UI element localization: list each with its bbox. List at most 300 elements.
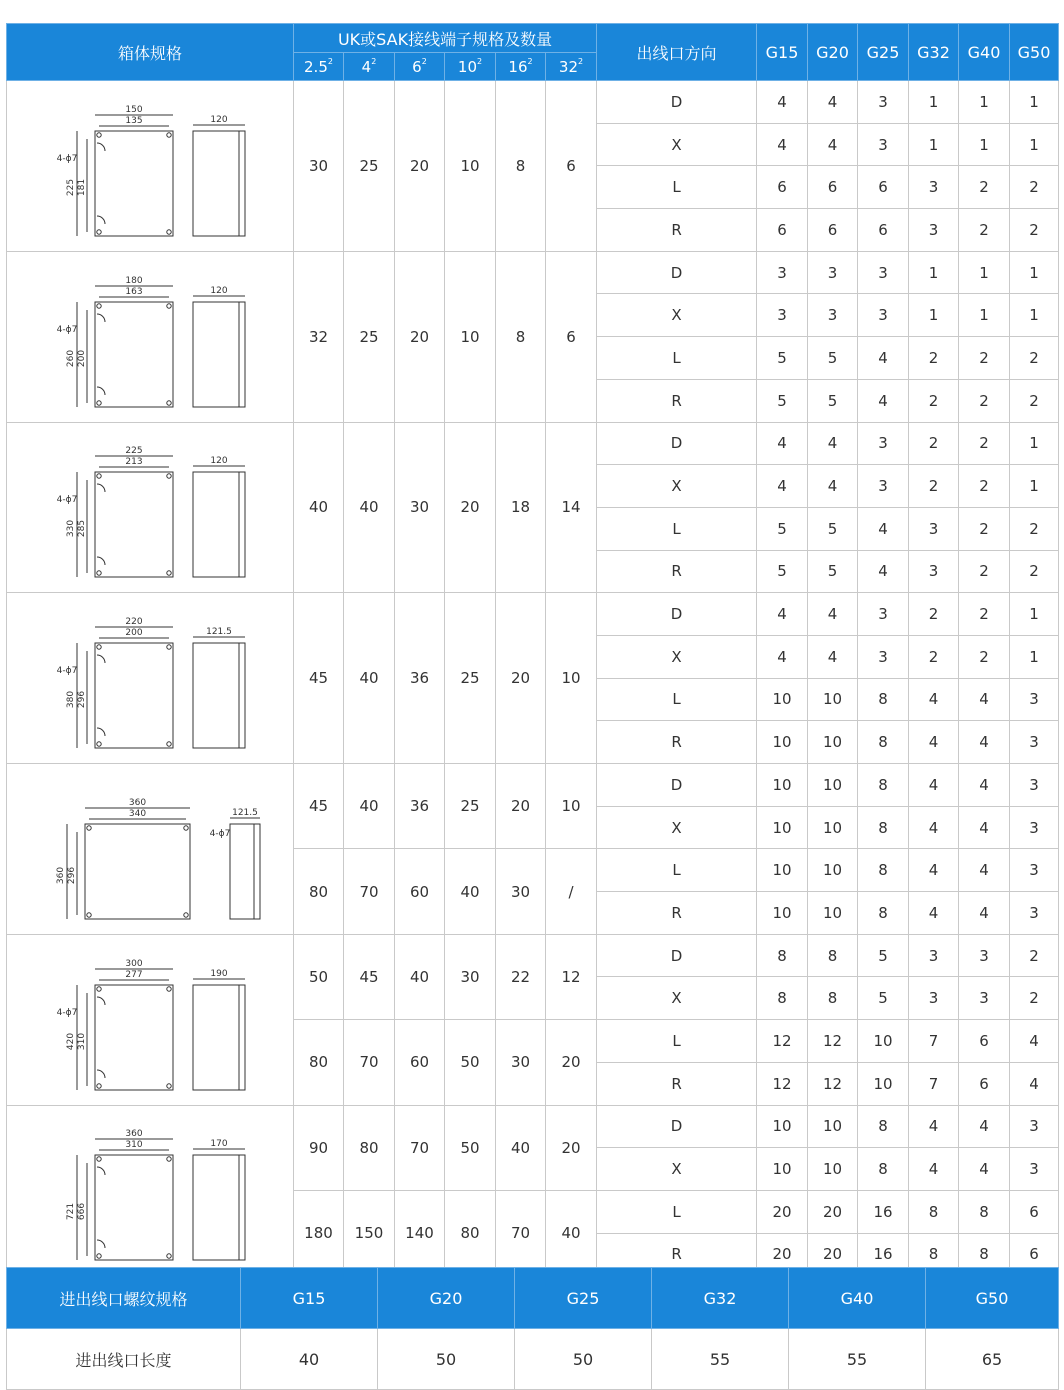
gland-count-cell: 4 bbox=[909, 1148, 959, 1191]
gland-count-cell: 3 bbox=[1010, 1105, 1059, 1148]
gland-count-cell: 8 bbox=[959, 1233, 1010, 1276]
gland-count-cell: 8 bbox=[959, 1190, 1010, 1233]
gland-count-cell: 4 bbox=[808, 81, 858, 124]
dim-label-height: 420 bbox=[66, 1032, 76, 1050]
table-row bbox=[7, 934, 1059, 977]
gland-count-cell: 2 bbox=[909, 337, 959, 380]
gland-count-cell: 7 bbox=[909, 1062, 959, 1105]
terminal-count-cell: 14 bbox=[546, 422, 597, 593]
gland-count-cell: 10 bbox=[808, 849, 858, 892]
table-row bbox=[7, 251, 1059, 294]
gland-count-cell: 4 bbox=[757, 465, 808, 508]
gland-header-g40: G40 bbox=[959, 24, 1010, 81]
dim-label-depth: 170 bbox=[210, 1139, 228, 1150]
gland-count-cell: 4 bbox=[757, 123, 808, 166]
terminal-count-cell: / bbox=[546, 849, 597, 934]
terminal-count-cell: 20 bbox=[546, 1105, 597, 1190]
direction-cell: L bbox=[597, 849, 757, 892]
terminal-count-cell: 25 bbox=[445, 593, 496, 764]
gland-count-cell: 20 bbox=[757, 1190, 808, 1233]
gland-count-cell: 4 bbox=[909, 721, 959, 764]
direction-cell: R bbox=[597, 1233, 757, 1276]
direction-cell: D bbox=[597, 934, 757, 977]
terminal-count-cell: 20 bbox=[546, 1020, 597, 1105]
length-label: 进出线口长度 bbox=[7, 1329, 241, 1390]
gland-count-cell: 3 bbox=[909, 166, 959, 209]
dim-label-inner_width: 277 bbox=[125, 969, 143, 980]
gland-count-cell: 3 bbox=[757, 294, 808, 337]
gland-count-cell: 3 bbox=[1010, 721, 1059, 764]
gland-count-cell: 3 bbox=[858, 593, 909, 636]
gland-count-cell: 4 bbox=[858, 507, 909, 550]
enclosure-drawing bbox=[15, 1110, 285, 1270]
gland-count-cell: 4 bbox=[959, 806, 1010, 849]
gland-count-cell: 1 bbox=[959, 81, 1010, 124]
length-value: 55 bbox=[652, 1329, 789, 1390]
dim-label-inner_width: 213 bbox=[125, 457, 143, 468]
gland-count-cell: 2 bbox=[959, 593, 1010, 636]
gland-count-cell: 1 bbox=[1010, 251, 1059, 294]
gland-count-cell: 2 bbox=[909, 422, 959, 465]
gland-count-cell: 2 bbox=[1010, 337, 1059, 380]
gland-count-cell: 4 bbox=[959, 1105, 1010, 1148]
dim-label-height: 721 bbox=[66, 1203, 76, 1221]
direction-cell: X bbox=[597, 1148, 757, 1191]
gland-count-cell: 1 bbox=[1010, 465, 1059, 508]
terminal-count-cell: 80 bbox=[344, 1105, 395, 1190]
gland-count-cell: 3 bbox=[909, 507, 959, 550]
dim-label-width: 360 bbox=[125, 1129, 143, 1140]
gland-count-cell: 4 bbox=[909, 806, 959, 849]
terminal-count-cell: 30 bbox=[496, 849, 546, 934]
terminal-count-cell: 80 bbox=[445, 1190, 496, 1275]
terminal-count-cell: 32 bbox=[294, 251, 344, 422]
gland-count-cell: 4 bbox=[757, 422, 808, 465]
dim-label-inner_height: 181 bbox=[77, 178, 87, 196]
gland-count-cell: 2 bbox=[1010, 166, 1059, 209]
gland-count-cell: 1 bbox=[1010, 593, 1059, 636]
enclosure-drawing-cell bbox=[7, 764, 294, 935]
dim-label-holes: 4-ϕ7 bbox=[56, 153, 78, 164]
enclosure-drawing bbox=[15, 86, 285, 246]
gland-count-cell: 16 bbox=[858, 1190, 909, 1233]
gland-count-cell: 3 bbox=[757, 251, 808, 294]
gland-count-cell: 6 bbox=[959, 1020, 1010, 1063]
gland-count-cell: 10 bbox=[757, 1105, 808, 1148]
terminal-count-cell: 40 bbox=[395, 934, 445, 1019]
thread-header-row bbox=[7, 1268, 1059, 1329]
direction-cell: X bbox=[597, 806, 757, 849]
gland-count-cell: 4 bbox=[909, 1105, 959, 1148]
gland-count-cell: 10 bbox=[808, 1105, 858, 1148]
gland-count-cell: 3 bbox=[959, 934, 1010, 977]
thread-gland: G20 bbox=[378, 1268, 515, 1329]
gland-count-cell: 3 bbox=[909, 934, 959, 977]
gland-count-cell: 6 bbox=[1010, 1233, 1059, 1276]
gland-count-cell: 2 bbox=[909, 593, 959, 636]
gland-count-cell: 10 bbox=[757, 678, 808, 721]
size-header: $32^2$ bbox=[546, 53, 597, 81]
enclosure-drawing-cell bbox=[7, 934, 294, 1105]
terminal-count-cell: 30 bbox=[395, 422, 445, 593]
direction-cell: R bbox=[597, 379, 757, 422]
gland-count-cell: 10 bbox=[858, 1062, 909, 1105]
direction-cell: L bbox=[597, 507, 757, 550]
terminal-count-cell: 25 bbox=[344, 251, 395, 422]
gland-count-cell: 1 bbox=[909, 123, 959, 166]
gland-count-cell: 3 bbox=[1010, 806, 1059, 849]
dim-label-width: 180 bbox=[125, 275, 143, 286]
gland-count-cell: 4 bbox=[909, 849, 959, 892]
gland-count-cell: 3 bbox=[858, 251, 909, 294]
gland-count-cell: 2 bbox=[909, 635, 959, 678]
direction-cell: L bbox=[597, 678, 757, 721]
gland-count-cell: 5 bbox=[757, 507, 808, 550]
terminal-count-cell: 8 bbox=[496, 251, 546, 422]
gland-count-cell: 2 bbox=[959, 166, 1010, 209]
gland-count-cell: 12 bbox=[757, 1020, 808, 1063]
gland-count-cell: 8 bbox=[808, 934, 858, 977]
terminal-count-cell: 20 bbox=[496, 764, 546, 849]
gland-count-cell: 4 bbox=[808, 465, 858, 508]
header-row-1 bbox=[7, 24, 1059, 53]
gland-count-cell: 5 bbox=[858, 977, 909, 1020]
terminal-count-cell: 20 bbox=[496, 593, 546, 764]
dim-label-inner_height: 296 bbox=[77, 691, 87, 709]
gland-count-cell: 6 bbox=[858, 166, 909, 209]
direction-cell: X bbox=[597, 635, 757, 678]
gland-count-cell: 5 bbox=[808, 550, 858, 593]
gland-count-cell: 10 bbox=[757, 806, 808, 849]
gland-count-cell: 4 bbox=[909, 764, 959, 807]
gland-count-cell: 7 bbox=[909, 1020, 959, 1063]
thread-length-row bbox=[7, 1329, 1059, 1390]
gland-count-cell: 4 bbox=[858, 550, 909, 593]
gland-header-g32: G32 bbox=[909, 24, 959, 81]
terminal-count-cell: 12 bbox=[546, 934, 597, 1019]
dim-label-inner_width: 310 bbox=[125, 1140, 143, 1151]
gland-count-cell: 10 bbox=[858, 1020, 909, 1063]
dim-label-height: 330 bbox=[66, 520, 76, 538]
dim-label-depth: 121.5 bbox=[232, 807, 258, 818]
gland-count-cell: 8 bbox=[858, 721, 909, 764]
terminal-count-cell: 36 bbox=[395, 764, 445, 849]
direction-cell: R bbox=[597, 550, 757, 593]
gland-count-cell: 3 bbox=[1010, 764, 1059, 807]
gland-count-cell: 3 bbox=[1010, 849, 1059, 892]
dim-label-inner_width: 163 bbox=[125, 286, 143, 297]
direction-cell: D bbox=[597, 593, 757, 636]
gland-count-cell: 6 bbox=[808, 166, 858, 209]
terminal-count-cell: 10 bbox=[546, 593, 597, 764]
direction-cell: L bbox=[597, 1190, 757, 1233]
size-header: $6^2$ bbox=[395, 53, 445, 81]
gland-header-g25: G25 bbox=[858, 24, 909, 81]
gland-count-cell: 10 bbox=[808, 1148, 858, 1191]
dim-label-holes: 4-ϕ7 bbox=[56, 495, 78, 506]
gland-count-cell: 4 bbox=[959, 892, 1010, 935]
gland-count-cell: 4 bbox=[959, 849, 1010, 892]
gland-count-cell: 8 bbox=[858, 1148, 909, 1191]
size-header: $10^2$ bbox=[445, 53, 496, 81]
terminal-count-cell: 140 bbox=[395, 1190, 445, 1275]
gland-count-cell: 20 bbox=[808, 1190, 858, 1233]
gland-count-cell: 2 bbox=[959, 507, 1010, 550]
terminal-count-cell: 6 bbox=[546, 251, 597, 422]
gland-count-cell: 10 bbox=[808, 721, 858, 764]
gland-count-cell: 2 bbox=[959, 465, 1010, 508]
dim-label-depth: 120 bbox=[210, 456, 228, 467]
terminal-count-cell: 18 bbox=[496, 422, 546, 593]
terminal-count-cell: 22 bbox=[496, 934, 546, 1019]
gland-count-cell: 4 bbox=[1010, 1062, 1059, 1105]
enclosure-drawing-cell bbox=[7, 251, 294, 422]
direction-cell: X bbox=[597, 977, 757, 1020]
gland-count-cell: 3 bbox=[909, 977, 959, 1020]
gland-count-cell: 8 bbox=[808, 977, 858, 1020]
dim-label-width: 225 bbox=[125, 446, 143, 457]
terminal-count-cell: 70 bbox=[344, 1020, 395, 1105]
terminal-count-cell: 30 bbox=[496, 1020, 546, 1105]
direction-cell: D bbox=[597, 1105, 757, 1148]
terminal-count-cell: 10 bbox=[546, 764, 597, 849]
direction-cell: D bbox=[597, 764, 757, 807]
gland-count-cell: 3 bbox=[959, 977, 1010, 1020]
gland-count-cell: 5 bbox=[808, 379, 858, 422]
gland-count-cell: 1 bbox=[909, 81, 959, 124]
direction-header: 出线口方向 bbox=[597, 24, 757, 81]
gland-count-cell: 10 bbox=[757, 721, 808, 764]
terminal-count-cell: 36 bbox=[395, 593, 445, 764]
terminal-count-cell: 70 bbox=[395, 1105, 445, 1190]
table-row bbox=[7, 764, 1059, 807]
terminal-count-cell: 40 bbox=[344, 764, 395, 849]
enclosure-drawing-cell bbox=[7, 81, 294, 252]
terminal-count-cell: 20 bbox=[445, 422, 496, 593]
dim-label-holes: 4-ϕ7 bbox=[209, 828, 231, 839]
gland-count-cell: 4 bbox=[959, 678, 1010, 721]
gland-count-cell: 5 bbox=[757, 550, 808, 593]
gland-count-cell: 10 bbox=[757, 1148, 808, 1191]
dim-label-depth: 190 bbox=[210, 968, 228, 979]
dim-label-inner_height: 296 bbox=[67, 866, 77, 884]
gland-count-cell: 2 bbox=[959, 209, 1010, 252]
gland-count-cell: 8 bbox=[757, 977, 808, 1020]
dim-label-depth: 120 bbox=[210, 285, 228, 296]
enclosure-drawing-cell bbox=[7, 1105, 294, 1276]
gland-count-cell: 2 bbox=[1010, 379, 1059, 422]
terminal-count-cell: 25 bbox=[445, 764, 496, 849]
thread-label: 进出线口螺纹规格 bbox=[7, 1268, 241, 1329]
size-header: $4^2$ bbox=[344, 53, 395, 81]
gland-count-cell: 5 bbox=[808, 507, 858, 550]
gland-count-cell: 1 bbox=[1010, 123, 1059, 166]
gland-count-cell: 3 bbox=[858, 465, 909, 508]
gland-count-cell: 10 bbox=[808, 678, 858, 721]
table-row bbox=[7, 593, 1059, 636]
terminal-count-cell: 50 bbox=[294, 934, 344, 1019]
terminal-count-cell: 45 bbox=[344, 934, 395, 1019]
gland-count-cell: 10 bbox=[757, 764, 808, 807]
box-spec-table bbox=[6, 23, 1059, 1276]
gland-count-cell: 4 bbox=[1010, 1020, 1059, 1063]
enclosure-drawing-cell bbox=[7, 422, 294, 593]
gland-count-cell: 10 bbox=[757, 849, 808, 892]
gland-count-cell: 20 bbox=[808, 1233, 858, 1276]
length-value: 50 bbox=[378, 1329, 515, 1390]
terminal-count-cell: 50 bbox=[445, 1105, 496, 1190]
gland-count-cell: 8 bbox=[757, 934, 808, 977]
thread-gland: G25 bbox=[515, 1268, 652, 1329]
dim-label-holes: 4-ϕ7 bbox=[56, 324, 78, 335]
gland-count-cell: 2 bbox=[959, 635, 1010, 678]
gland-count-cell: 8 bbox=[858, 849, 909, 892]
box-spec-header: 箱体规格 bbox=[7, 24, 294, 81]
gland-count-cell: 3 bbox=[1010, 1148, 1059, 1191]
gland-count-cell: 4 bbox=[858, 337, 909, 380]
gland-count-cell: 4 bbox=[959, 721, 1010, 764]
gland-count-cell: 10 bbox=[808, 892, 858, 935]
enclosure-drawing bbox=[15, 598, 285, 758]
gland-count-cell: 4 bbox=[959, 1148, 1010, 1191]
gland-count-cell: 2 bbox=[959, 379, 1010, 422]
table-row bbox=[7, 1105, 1059, 1148]
gland-count-cell: 6 bbox=[808, 209, 858, 252]
dim-label-depth: 120 bbox=[210, 114, 228, 125]
thread-spec-table bbox=[6, 1267, 1059, 1390]
gland-count-cell: 4 bbox=[909, 678, 959, 721]
gland-count-cell: 5 bbox=[858, 934, 909, 977]
terminal-count-cell: 40 bbox=[445, 849, 496, 934]
terminal-count-cell: 40 bbox=[344, 422, 395, 593]
terminal-count-cell: 40 bbox=[294, 422, 344, 593]
gland-count-cell: 4 bbox=[808, 635, 858, 678]
gland-count-cell: 16 bbox=[858, 1233, 909, 1276]
table-row bbox=[7, 81, 1059, 124]
terminal-count-cell: 90 bbox=[294, 1105, 344, 1190]
enclosure-drawing-cell bbox=[7, 593, 294, 764]
terminal-count-cell: 150 bbox=[344, 1190, 395, 1275]
terminal-count-cell: 60 bbox=[395, 1020, 445, 1105]
gland-count-cell: 6 bbox=[757, 209, 808, 252]
terminal-count-cell: 50 bbox=[445, 1020, 496, 1105]
gland-count-cell: 8 bbox=[858, 764, 909, 807]
gland-count-cell: 5 bbox=[757, 379, 808, 422]
gland-count-cell: 4 bbox=[757, 593, 808, 636]
gland-header-g50: G50 bbox=[1010, 24, 1059, 81]
gland-count-cell: 1 bbox=[1010, 422, 1059, 465]
size-header: $16^2$ bbox=[496, 53, 546, 81]
dim-label-height: 380 bbox=[66, 691, 76, 709]
dim-label-inner_height: 200 bbox=[77, 349, 87, 367]
direction-cell: D bbox=[597, 422, 757, 465]
gland-count-cell: 2 bbox=[1010, 977, 1059, 1020]
gland-count-cell: 4 bbox=[808, 123, 858, 166]
gland-header-g20: G20 bbox=[808, 24, 858, 81]
gland-count-cell: 6 bbox=[1010, 1190, 1059, 1233]
gland-count-cell: 8 bbox=[858, 806, 909, 849]
enclosure-drawing bbox=[15, 427, 285, 587]
terminal-count-cell: 20 bbox=[395, 251, 445, 422]
gland-count-cell: 2 bbox=[909, 379, 959, 422]
length-value: 40 bbox=[241, 1329, 378, 1390]
terminal-count-cell: 8 bbox=[496, 81, 546, 252]
gland-count-cell: 8 bbox=[909, 1190, 959, 1233]
direction-cell: R bbox=[597, 209, 757, 252]
dim-label-inner_width: 340 bbox=[128, 808, 147, 819]
terminal-count-cell: 40 bbox=[496, 1105, 546, 1190]
dim-label-height: 260 bbox=[66, 349, 76, 367]
gland-count-cell: 3 bbox=[808, 294, 858, 337]
length-value: 55 bbox=[789, 1329, 926, 1390]
terminal-count-cell: 10 bbox=[445, 81, 496, 252]
direction-cell: D bbox=[597, 81, 757, 124]
gland-count-cell: 2 bbox=[1010, 934, 1059, 977]
gland-count-cell: 2 bbox=[959, 422, 1010, 465]
gland-count-cell: 3 bbox=[858, 81, 909, 124]
terminal-count-cell: 30 bbox=[445, 934, 496, 1019]
dim-label-inner_height: 310 bbox=[77, 1032, 87, 1050]
terminal-count-cell: 6 bbox=[546, 81, 597, 252]
dim-label-inner_height: 666 bbox=[77, 1203, 87, 1221]
gland-count-cell: 10 bbox=[808, 764, 858, 807]
gland-count-cell: 12 bbox=[808, 1062, 858, 1105]
gland-count-cell: 12 bbox=[757, 1062, 808, 1105]
gland-count-cell: 2 bbox=[959, 550, 1010, 593]
gland-count-cell: 3 bbox=[858, 635, 909, 678]
terminal-count-cell: 80 bbox=[294, 1020, 344, 1105]
gland-count-cell: 5 bbox=[808, 337, 858, 380]
dim-label-inner_height: 285 bbox=[77, 520, 87, 538]
terminal-count-cell: 20 bbox=[395, 81, 445, 252]
gland-count-cell: 4 bbox=[808, 422, 858, 465]
gland-count-cell: 10 bbox=[757, 892, 808, 935]
direction-cell: R bbox=[597, 892, 757, 935]
dim-label-width: 300 bbox=[125, 958, 143, 969]
thread-gland: G40 bbox=[789, 1268, 926, 1329]
gland-header-g15: G15 bbox=[757, 24, 808, 81]
gland-count-cell: 1 bbox=[959, 123, 1010, 166]
gland-count-cell: 1 bbox=[1010, 635, 1059, 678]
terminal-group-header: UK或SAK接线端子规格及数量 bbox=[294, 24, 597, 53]
gland-count-cell: 8 bbox=[858, 1105, 909, 1148]
dim-label-width: 220 bbox=[125, 617, 143, 628]
direction-cell: X bbox=[597, 294, 757, 337]
gland-count-cell: 1 bbox=[959, 294, 1010, 337]
direction-cell: L bbox=[597, 1020, 757, 1063]
gland-count-cell: 4 bbox=[959, 764, 1010, 807]
direction-cell: L bbox=[597, 337, 757, 380]
dim-label-width: 150 bbox=[125, 104, 143, 115]
gland-count-cell: 4 bbox=[808, 593, 858, 636]
terminal-count-cell: 30 bbox=[294, 81, 344, 252]
terminal-count-cell: 40 bbox=[344, 593, 395, 764]
gland-count-cell: 1 bbox=[959, 251, 1010, 294]
table-row bbox=[7, 422, 1059, 465]
dim-label-holes: 4-ϕ7 bbox=[56, 1007, 78, 1018]
enclosure-drawing bbox=[15, 940, 285, 1100]
dim-label-height: 360 bbox=[56, 866, 66, 884]
gland-count-cell: 2 bbox=[1010, 507, 1059, 550]
thread-gland: G50 bbox=[926, 1268, 1059, 1329]
thread-gland: G32 bbox=[652, 1268, 789, 1329]
gland-count-cell: 3 bbox=[808, 251, 858, 294]
direction-cell: D bbox=[597, 251, 757, 294]
enclosure-drawing bbox=[15, 257, 285, 417]
dim-label-holes: 4-ϕ7 bbox=[56, 666, 78, 677]
gland-count-cell: 3 bbox=[1010, 892, 1059, 935]
length-value: 65 bbox=[926, 1329, 1059, 1390]
